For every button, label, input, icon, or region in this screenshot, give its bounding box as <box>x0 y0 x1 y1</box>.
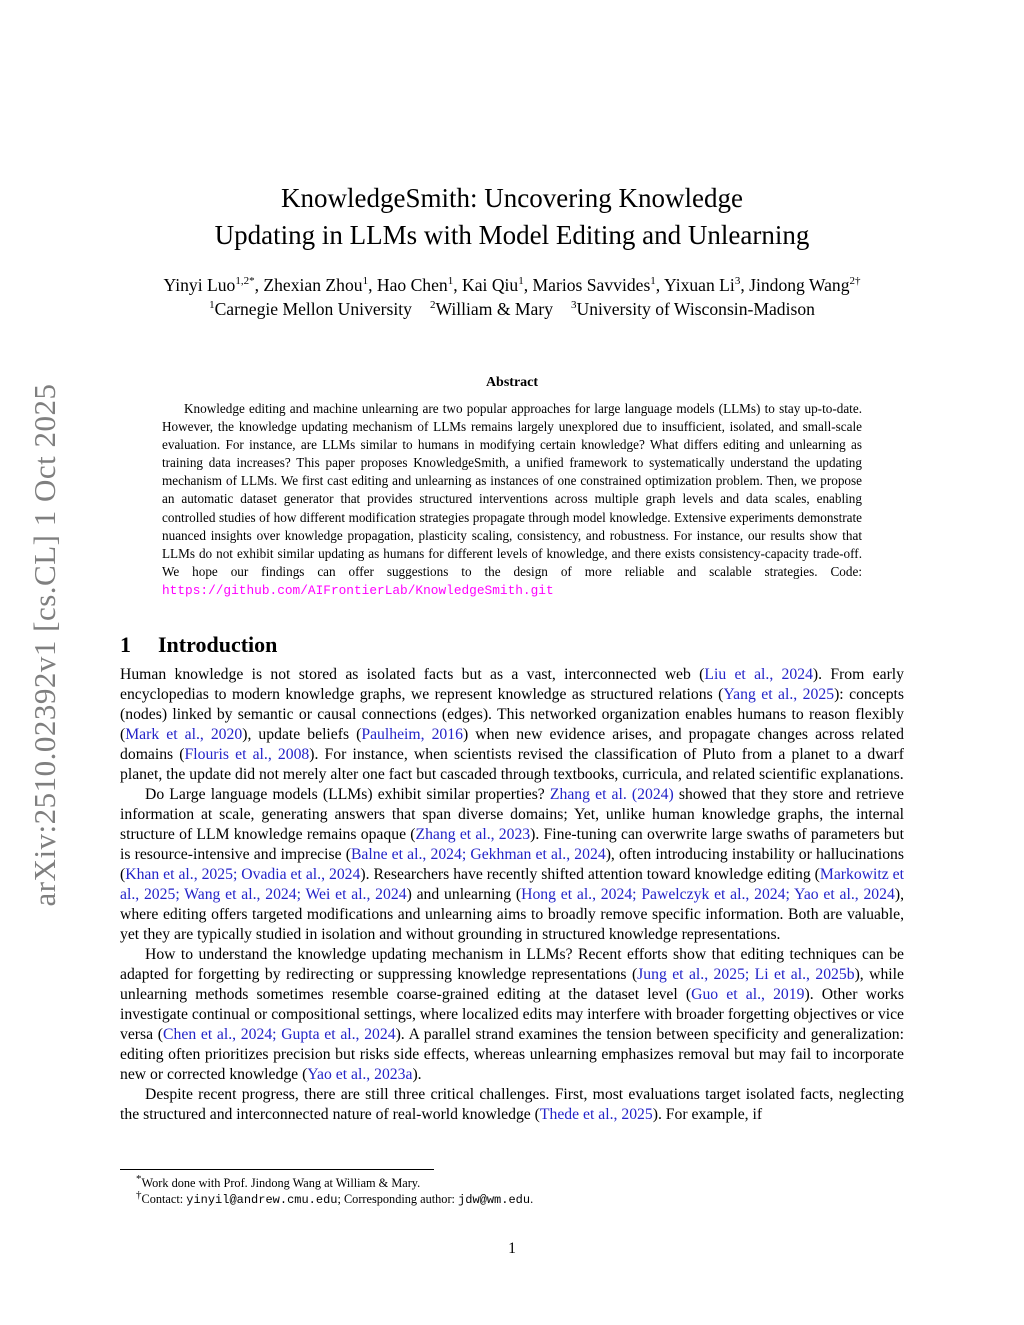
footnote-mark: * <box>136 1172 142 1185</box>
footnote-text: ; Corresponding author: <box>337 1192 459 1206</box>
body-paragraph <box>120 945 904 1085</box>
footnote-mark: † <box>136 1188 142 1201</box>
body-text: ), often introducing instability or hallucinations ( <box>120 846 904 883</box>
email-address[interactable]: yinyil@andrew.cmu.edu <box>186 1193 338 1207</box>
body-text: ). From early encyclopedias to modern knowledge graphs, we represent knowledge as structured relations ( <box>120 666 904 703</box>
footnote-text: Work done with Prof. Jindong Wang at William & Mary. <box>141 1176 421 1190</box>
author-sup: 1 <box>447 275 454 288</box>
abstract-body <box>162 400 862 600</box>
abstract-heading: Abstract <box>485 375 539 390</box>
affiliation <box>209 299 412 319</box>
section-number: 1 <box>120 632 131 657</box>
body-text: ). Other works investigate continual or compositional settings, where localized edits may interfere with broader forgetting objectives or vice versa ( <box>120 986 904 1043</box>
affiliation-sup: 2 <box>429 299 436 312</box>
section-heading <box>120 632 277 658</box>
citation-link[interactable]: Markowitz et al., 2025; Wang et al., 2024; Wei et al., 2024 <box>120 866 904 903</box>
affiliation-name: Carnegie Mellon University <box>214 299 412 319</box>
citation-link[interactable]: Paulheim, 2016 <box>361 726 463 743</box>
author-list <box>100 274 924 296</box>
author-sup: 3 <box>734 275 741 288</box>
footnote-text: . <box>530 1192 534 1206</box>
author-name: Yinyi Luo <box>163 275 236 295</box>
affiliation-name: William & Mary <box>435 299 554 319</box>
author-sup: 1 <box>518 275 524 288</box>
body-text: Despite recent progress, there are still three critical challenges. First, most evaluations target isolated facts, neglecting the structured and interconnected nature of real-world knowledge ( <box>120 1086 904 1123</box>
author-sup: 1,2* <box>235 275 255 288</box>
affiliation-sup: 1 <box>209 299 215 312</box>
body-text: ) and unlearning ( <box>406 886 522 903</box>
body-paragraph <box>120 785 904 945</box>
affiliation-list <box>100 298 924 320</box>
body-text: ). Researchers have recently shifted attention toward knowledge editing ( <box>360 866 820 883</box>
author-sep: , <box>523 275 533 295</box>
author-sep: , <box>740 275 750 295</box>
footnote-rule <box>120 1169 434 1170</box>
footnote-1 <box>136 1172 421 1191</box>
footnote-2 <box>136 1188 534 1208</box>
author-sep: , <box>368 275 377 295</box>
author-sup: 1 <box>650 275 656 288</box>
body-text: ). For example, if <box>652 1106 763 1123</box>
body-text: ), while unlearning methods sometimes resemble coarse-grained editing at the dataset level ( <box>120 966 904 1003</box>
affiliation-name: University of Wisconsin-Madison <box>576 299 815 319</box>
paper-title <box>120 180 904 254</box>
citation-link[interactable]: Yang et al., 2025 <box>723 686 835 703</box>
body-text: ), update beliefs ( <box>242 726 362 743</box>
author-name: Marios Savvides <box>532 275 651 295</box>
author-name: Jindong Wang <box>749 275 850 295</box>
title-line-2: Updating in LLMs with Model Editing and Unlearning <box>214 220 810 250</box>
section-title: Introduction <box>158 632 278 657</box>
affiliation-sup: 3 <box>571 299 577 312</box>
email-address[interactable]: jdw@wm.edu <box>458 1193 531 1207</box>
code-link[interactable]: https://github.com/AIFrontierLab/KnowledgeSmith.git <box>162 582 554 598</box>
citation-link[interactable]: Jung et al., 2025; Li et al., 2025b <box>637 966 855 983</box>
author-sep: , <box>655 275 664 295</box>
citation-link[interactable]: Hong et al., 2024; Pawelczyk et al., 2024; Yao et al., 2024 <box>521 886 895 903</box>
body-paragraph <box>120 665 904 785</box>
body-text: Do Large language models (LLMs) exhibit similar properties? <box>145 786 550 803</box>
body-text: ). <box>412 1066 422 1083</box>
body-text: showed that they store and retrieve information at scale, generating answers that span diverse domains; Yet, unlike human knowledge graphs, the internal structure of LLM knowledge remains opaque ( <box>120 786 904 843</box>
body-text: ). A parallel strand examines the tension between specificity and generalization: editing often prioritizes precision but risks side effects, whereas unlearning emphasizes removal but may fail to incorporate new or corrected knowledge ( <box>120 1026 904 1083</box>
citation-link[interactable]: Yao et al., 2023a <box>307 1066 413 1083</box>
body-paragraph <box>120 1085 904 1125</box>
author-name: Zhexian Zhou <box>263 275 363 295</box>
page-number: 1 <box>508 1240 516 1257</box>
body-text: Human knowledge is not stored as isolated facts but as a vast, interconnected web ( <box>120 666 705 683</box>
author-name: Kai Qiu <box>462 275 519 295</box>
citation-link[interactable]: Zhang et al., 2023 <box>415 826 531 843</box>
citation-link[interactable]: Thede et al., 2025 <box>539 1106 653 1123</box>
citation-link[interactable]: Liu et al., 2024 <box>704 666 813 683</box>
author-name: Hao Chen <box>376 275 448 295</box>
author-sup: 1 <box>362 275 369 288</box>
section-body <box>120 665 904 1125</box>
author-sep: , <box>453 275 463 295</box>
affiliation <box>430 299 553 319</box>
citation-link[interactable]: Chen et al., 2024; Gupta et al., 2024 <box>163 1026 396 1043</box>
title-line-1: KnowledgeSmith: Uncovering Knowledge <box>281 183 743 213</box>
citation-link[interactable]: Mark et al., 2020 <box>125 726 243 743</box>
citation-link[interactable]: Zhang et al. (2024) <box>549 786 674 803</box>
body-text: ), where editing offers targeted modifications and unlearning aims to broadly remove specific information. Both are valuable, yet they are typically studied in isolation and without grounding in structured knowledge representations. <box>120 886 904 943</box>
author-sep: , <box>254 275 264 295</box>
arxiv-stamp: arXiv:2510.02392v1 [cs.CL] 1 Oct 2025 <box>27 383 62 907</box>
citation-link[interactable]: Flouris et al., 2008 <box>184 746 310 763</box>
citation-link[interactable]: Khan et al., 2025; Ovadia et al., 2024 <box>125 866 361 883</box>
abstract-text: Knowledge editing and machine unlearning are two popular approaches for large language models (LLMs) to stay up-to-date. However, the knowledge updating mechanism of LLMs remains largely unexplored due to insufficient, isolated, and small-scale evaluation. For instance, are LLMs similar to humans in modifying certain knowledge? What differs editing and unlearning as training data increases? This paper proposes KnowledgeSmith, a unified framework to systematically understand the updating mechanism of LLMs. We first cast editing and unlearning as instances of one constrained optimization problem. Then, we propose an automatic dataset generator that provides structured interventions across multiple graph levels and data scales, enabling controlled studies of how different modification strategies propagate through model knowledge. Extensive experiments demonstrate nuanced insights over knowledge propagation, plasticity scaling, consistency, and robustness. For instance, our results show that LLMs do not exhibit similar updating as humans for different levels of knowledge, and there exists consistency-capacity trade-off. We hope our findings can offer suggestions to the design of more reliable and scalable strategies. Code: <box>162 401 862 579</box>
citation-link[interactable]: Guo et al., 2019 <box>691 986 805 1003</box>
author-sup: 2† <box>849 275 861 288</box>
author-name: Yixuan Li <box>663 275 735 295</box>
body-text: ) when new evidence arises, and propagate changes across related domains ( <box>120 726 904 763</box>
footnote-text: Contact: <box>141 1192 187 1206</box>
body-text: ). Fine-tuning can overwrite large swaths of parameters but is resource-intensive and imprecise ( <box>120 826 904 863</box>
body-text: ). For instance, when scientists revised the classification of Pluto from a planet to a dwarf planet, the update did not merely alter one fact but cascaded through textbooks, curricula, and related scientific explanations. <box>120 746 904 783</box>
body-text: How to understand the knowledge updating mechanism in LLMs? Recent efforts show that editing techniques can be adapted for forgetting by redirecting or suppressing knowledge representations ( <box>120 946 904 983</box>
body-text: ): concepts (nodes) linked by semantic or causal connections (edges). This networked organization enables humans to reason flexibly ( <box>120 686 904 743</box>
affiliation <box>571 299 815 319</box>
citation-link[interactable]: Balne et al., 2024; Gekhman et al., 2024 <box>350 846 606 863</box>
